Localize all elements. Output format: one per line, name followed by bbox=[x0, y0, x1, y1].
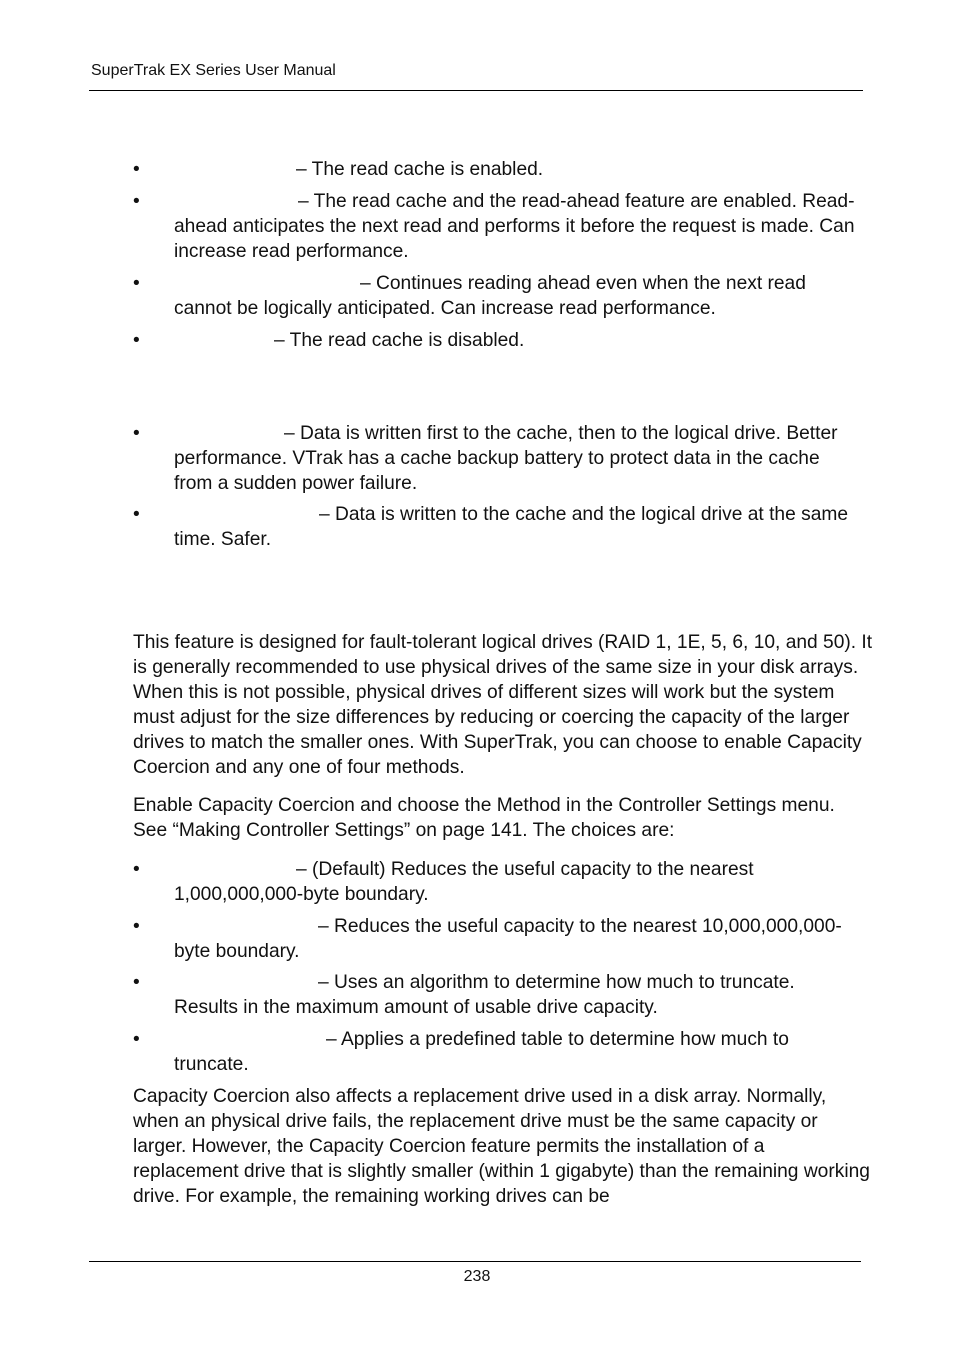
list-item-text: – The read cache is enabled. bbox=[296, 159, 544, 180]
bullet-marker: • bbox=[133, 504, 140, 525]
list-item bbox=[133, 157, 863, 182]
running-header: SuperTrak EX Series User Manual bbox=[91, 62, 336, 79]
body-paragraph: Enable Capacity Coercion and choose the Method in the Controller Settings menu. See “Making Controller Settings” on page 141. The choices are: bbox=[133, 795, 835, 841]
bullet-marker: • bbox=[133, 191, 140, 212]
bullet-marker: • bbox=[133, 423, 140, 444]
bullet-marker: • bbox=[133, 916, 140, 937]
body-paragraph: Capacity Coercion also affects a replacement drive used in a disk array. Normally, when an physical drive fails, the replacement drive must be the same capacity or larger. However, the Capacity Coercion feature permits the installation of a replacement drive that is slightly smaller (within 1 gigabyte) than the remaining working drive. For example, the remaining working drives can be bbox=[133, 1086, 870, 1207]
bullet-marker: • bbox=[133, 273, 140, 294]
list-item bbox=[133, 421, 863, 496]
list-item-text: – (Default) Reduces the useful capacity to the nearest 1,000,000,000-byte boundary. bbox=[174, 859, 754, 905]
bullet-marker: • bbox=[133, 330, 140, 351]
list-item-text: – Uses an algorithm to determine how much to truncate. Results in the maximum amount of usable drive capacity. bbox=[174, 972, 795, 1018]
list-item bbox=[133, 1027, 863, 1077]
list-item-text: – Continues reading ahead even when the next read cannot be logically anticipated. Can increase read performance. bbox=[174, 273, 806, 319]
page-number: 238 bbox=[463, 1268, 491, 1285]
list-item-text: – The read cache and the read-ahead feature are enabled. Read-ahead anticipates the next read and performs it before the request is made. Can increase read performance. bbox=[174, 191, 855, 262]
body-paragraph: This feature is designed for fault-tolerant logical drives (RAID 1, 1E, 5, 6, 10, and 50). It is generally recommended to use physical drives of the same size in your disk arrays. When this is not possible, physical drives of different sizes will work but the system must adjust for the size differences by reducing or coercing the capacity of the larger drives to match the smaller ones. With SuperTrak, you can choose to enable Capacity Coercion and any one of four methods. bbox=[133, 632, 873, 778]
list-item bbox=[133, 914, 863, 964]
list-item bbox=[133, 271, 863, 321]
list-item-text: – Data is written first to the cache, then to the logical drive. Better performance. VTrak has a cache backup battery to protect data in the cache from a sudden power failure. bbox=[174, 423, 838, 494]
list-item-text: – Applies a predefined table to determine how much to truncate. bbox=[174, 1029, 789, 1075]
header-divider bbox=[89, 90, 863, 91]
list-item bbox=[133, 502, 863, 552]
list-item bbox=[133, 970, 863, 1020]
list-item-text: – The read cache is disabled. bbox=[274, 330, 525, 351]
bullet-marker: • bbox=[133, 159, 140, 180]
list-item-text: – Reduces the useful capacity to the nearest 10,000,000,000-byte boundary. bbox=[174, 916, 842, 962]
bullet-marker: • bbox=[133, 1029, 140, 1050]
list-item-text: – Data is written to the cache and the logical drive at the same time. Safer. bbox=[174, 504, 849, 550]
list-item bbox=[133, 328, 863, 353]
bullet-marker: • bbox=[133, 972, 140, 993]
list-item bbox=[133, 189, 863, 264]
bullet-marker: • bbox=[133, 859, 140, 880]
footer-divider bbox=[89, 1261, 861, 1262]
list-item bbox=[133, 857, 863, 907]
